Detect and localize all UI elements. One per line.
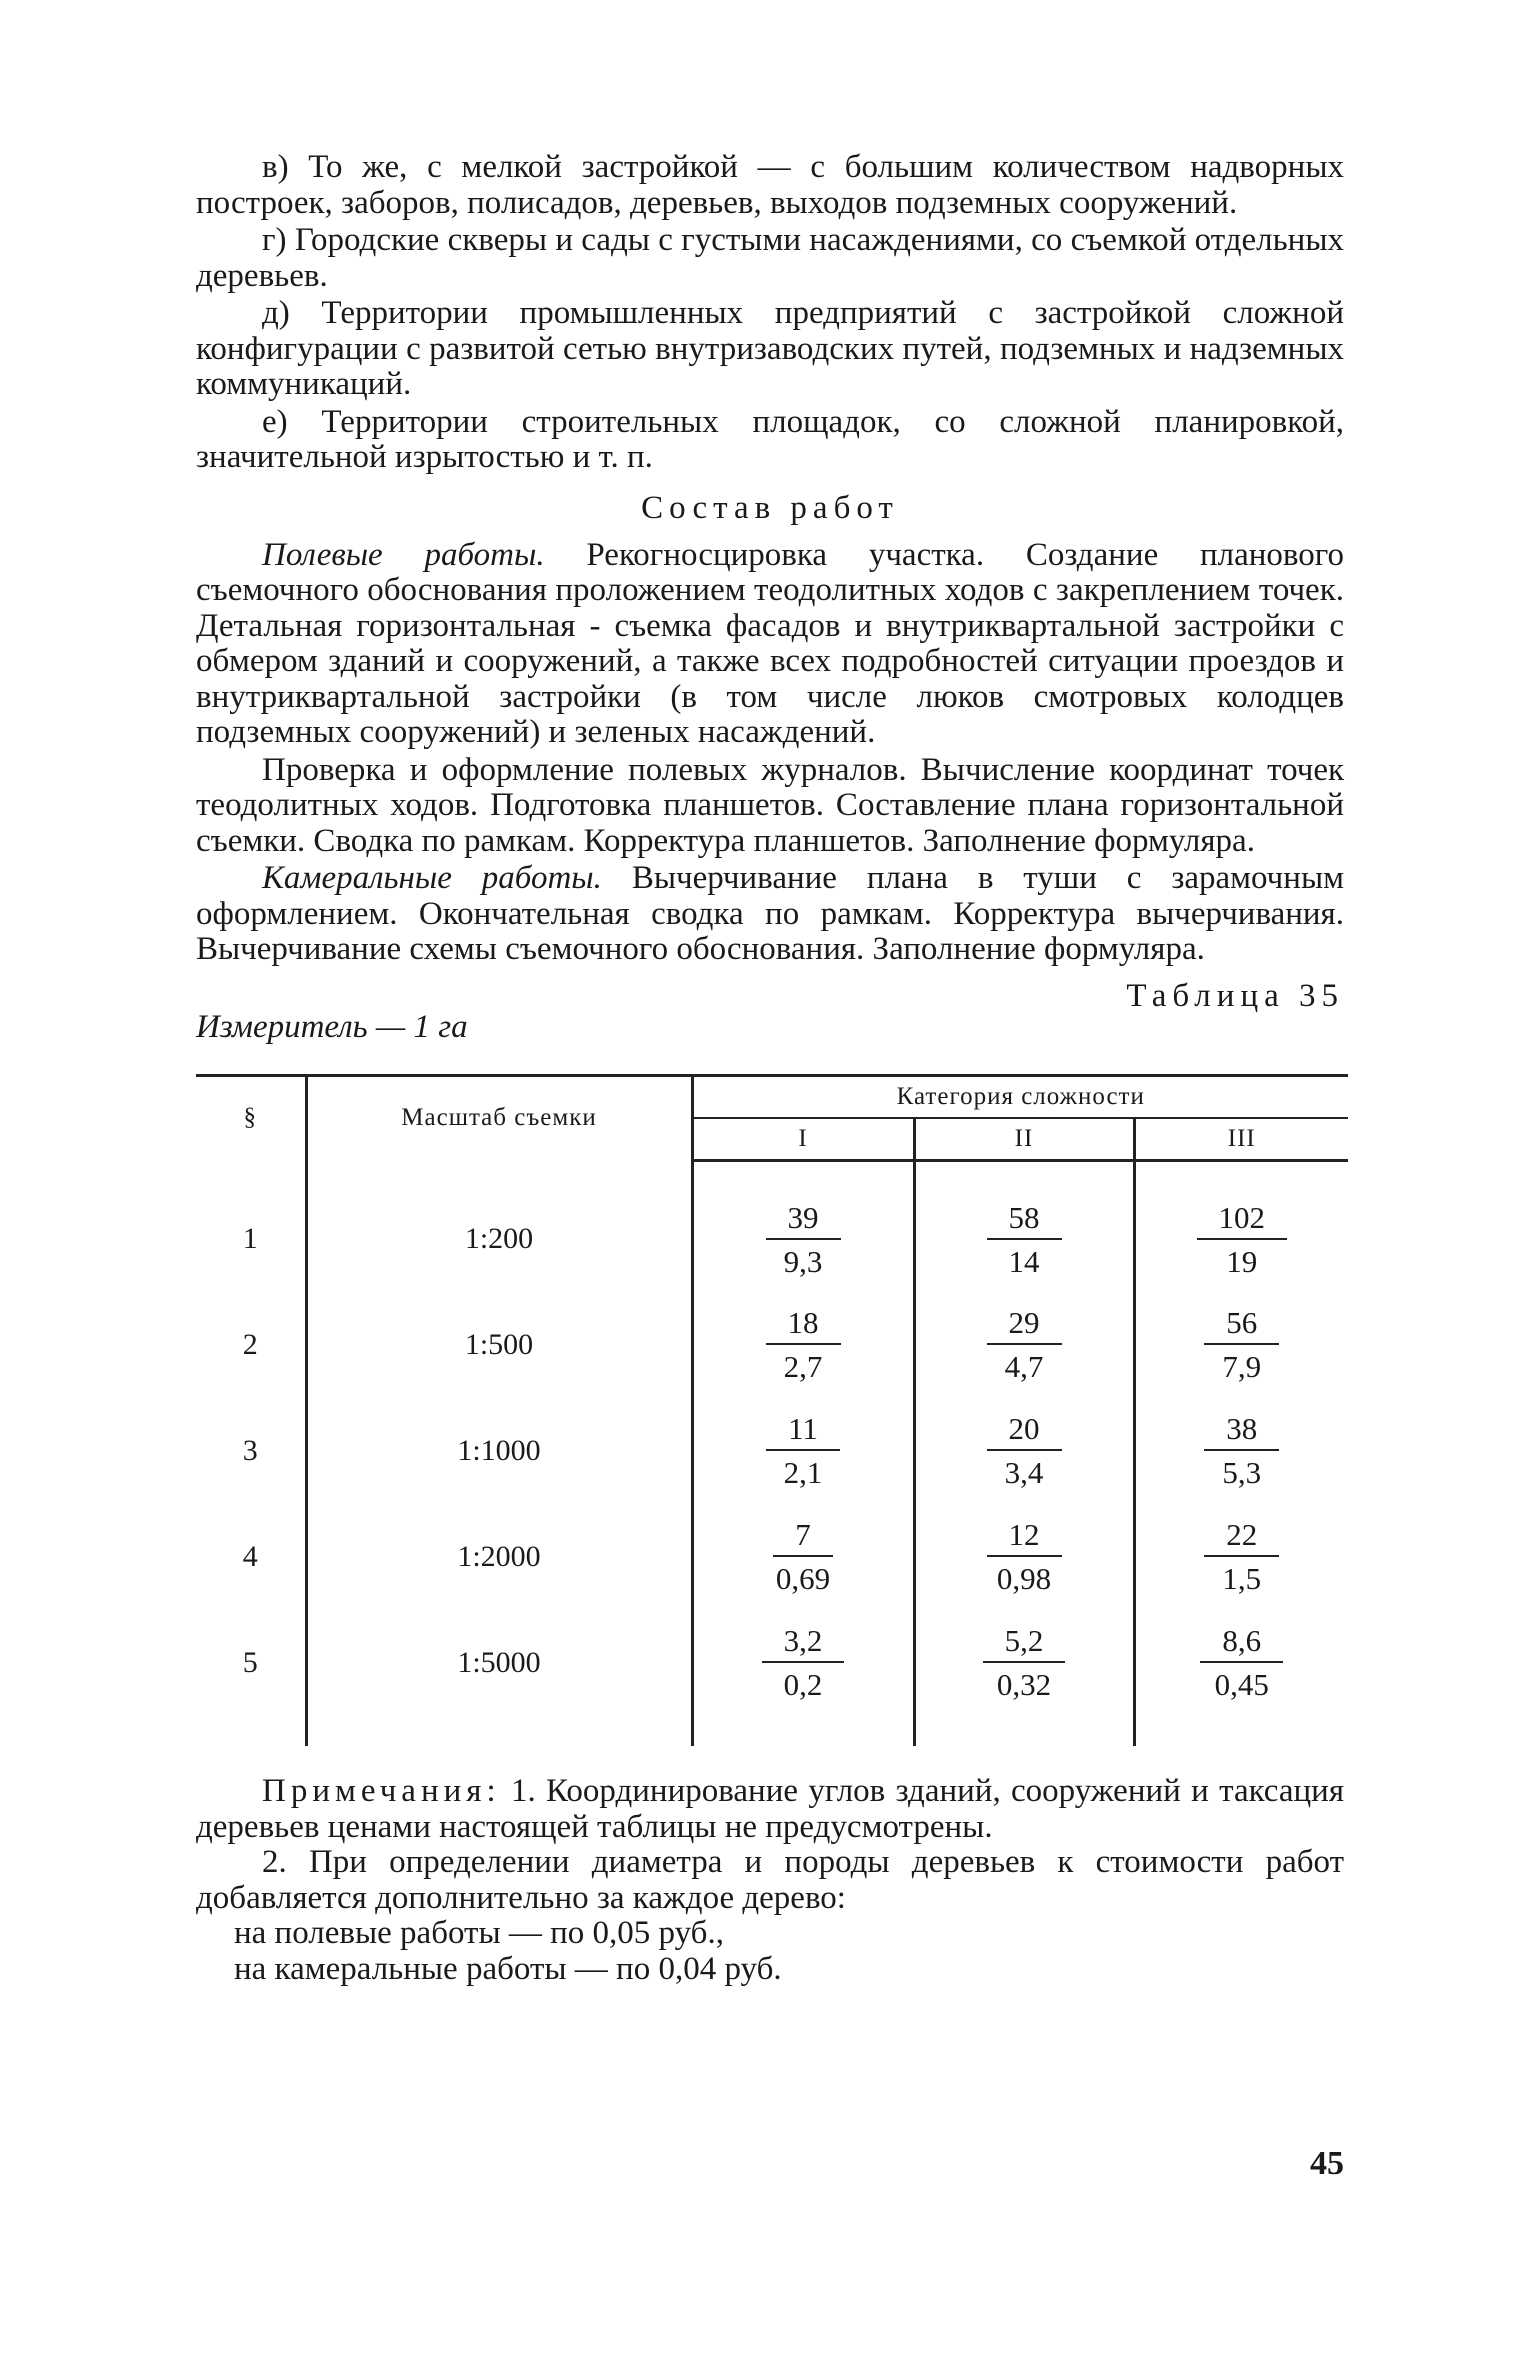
note-line-office: на камеральные работы — по 0,04 руб. [234,1950,782,1987]
cell-cat-1 [692,1504,914,1610]
row-number: 5 [242,1646,258,1679]
cell-cat-3 [1134,1398,1348,1504]
cell-cat-3 [1134,1610,1348,1746]
table-row [196,1610,1348,1746]
table-label: Таблица 35 [1126,977,1344,1014]
paragraph-g: г) Городские скверы и сады с густыми насаждениями, со съемкой отдельных деревьев. [196,222,1344,294]
fraction-office: 4,7 [1004,1349,1044,1384]
cell-cat-1 [692,1160,914,1292]
fraction-office: 0,2 [783,1667,823,1702]
row-scale: 1:500 [306,1292,692,1398]
fraction [1204,1517,1279,1597]
measurer: Измеритель — 1 га [196,1008,468,1045]
fraction-office: 19 [1226,1243,1258,1279]
header-category: Категория сложности [692,1075,1348,1118]
fraction [773,1517,833,1597]
fraction [762,1623,845,1703]
header-section: § [196,1075,306,1160]
paragraph-e: е) Территории строительных площадок, со сложной планировкой, значительной изрытостью и т. п. [196,403,1344,475]
row-scale: 1:2000 [306,1504,692,1610]
cell-cat-1 [692,1610,914,1746]
row-number: 3 [242,1434,258,1467]
table-row [196,1292,1348,1398]
fraction-field: 58 [987,1200,1062,1240]
fraction-office: 14 [1008,1243,1040,1279]
fraction-field: 12 [987,1517,1062,1557]
row-number: 4 [242,1540,258,1573]
cell-cat-2 [914,1610,1134,1746]
cell-cat-3 [1134,1504,1348,1610]
fraction-field: 38 [1204,1411,1279,1451]
fraction-office: 2,1 [783,1455,823,1490]
fraction [766,1305,841,1385]
check-paragraph: Проверка и оформление полевых журналов. Вычисление координат точек теодолитных ходов. Подготовка планшетов. Составление плана горизонтальной съемки. Сводка по рамкам. Корректура планшетов. Заполнение формуляра. [196,751,1344,859]
section-heading: Состав работ [641,489,899,526]
header-cat-1: I [692,1118,914,1161]
paragraph-d: д) Территории промышленных предприятий с застройкой сложной конфигурации с развитой сетью внутризаводских путей, подземных и надземных коммуникаций. [196,295,1344,402]
field-works-paragraph [196,538,1344,751]
fraction-field: 18 [766,1305,841,1345]
fraction-field: 5,2 [983,1623,1066,1663]
page-number: 45 [1310,2145,1344,2182]
row-scale: 1:1000 [306,1398,692,1504]
office-works-lead: Камеральные работы. [262,860,602,896]
fraction [987,1305,1062,1385]
note-line-field: на полевые работы — по 0,05 руб., [234,1915,724,1951]
fraction-office: 1,5 [1222,1561,1262,1596]
fraction-office: 0,98 [996,1561,1052,1596]
fraction-office: 0,69 [775,1561,831,1596]
fraction-office: 3,4 [1004,1455,1044,1490]
field-works-text: Рекогносцировка участка. Создание планового съемочного обоснования проложением теодолитных ходов с закреплением точек. Детальная горизонтальная - съемка фасадов и внутриквартальной застройки с обмером зданий и сооружений, а также всех подробностей ситуации проездов и внутриквартальной застройки (в том числе люков смотровых колодцев подземных сооружений) и зеленых насаждений. [196,536,1345,750]
fraction-field: 39 [766,1200,841,1240]
note-2: 2. При определении диаметра и породы деревьев к стоимости работ добавляется дополнительно за каждое дерево: [196,1844,1344,1916]
table-row [196,1398,1348,1504]
cell-cat-2 [914,1292,1134,1398]
cell-cat-2 [914,1160,1134,1292]
row-scale: 1:200 [306,1160,692,1292]
cell-cat-2 [914,1504,1134,1610]
paragraph-v: в) То же, с мелкой застройкой — с большим количеством надворных построек, заборов, полисадов, деревьев, выходов подземных сооружений. [196,149,1344,221]
cell-cat-1 [692,1398,914,1504]
field-works-lead: Полевые работы. [262,536,545,573]
fraction [1204,1305,1279,1385]
rates-table [196,1074,1348,1747]
cell-cat-1 [692,1292,914,1398]
office-works-paragraph [196,861,1344,968]
row-scale: 1:5000 [306,1610,692,1746]
fraction [766,1411,840,1491]
fraction-field: 8,6 [1200,1623,1283,1663]
office-works-text: Вычерчивание плана в туши с зарамочным оформлением. Окончательная сводка по рамкам. Корректура вычерчивания. Вычерчивание схемы съемочного обоснования. Заполнение формуляра. [196,860,1344,967]
cell-cat-2 [914,1398,1134,1504]
fraction [987,1200,1062,1280]
header-scale: Масштаб съемки [306,1075,692,1160]
fraction [1200,1623,1283,1703]
fraction-office: 9,3 [783,1243,823,1279]
fraction-field: 20 [987,1411,1062,1451]
fraction-field: 102 [1197,1200,1288,1240]
fraction [1204,1411,1279,1491]
fraction [1197,1200,1288,1280]
row-number: 2 [242,1328,258,1361]
fraction [766,1200,841,1280]
fraction-field: 7 [773,1517,833,1557]
cell-cat-3 [1134,1292,1348,1398]
fraction [983,1623,1066,1703]
header-cat-3: III [1134,1118,1348,1161]
table-row [196,1160,1348,1292]
fraction-field: 3,2 [762,1623,845,1663]
notes-block [196,1774,1344,1987]
note-1-text: 1. Координирование углов зданий, сооружений и таксация деревьев ценами настоящей таблицы не предусмотрены. [196,1773,1345,1845]
note-1 [196,1774,1344,1845]
row-number: 1 [242,1222,258,1255]
fraction-office: 2,7 [783,1349,823,1384]
fraction-field: 29 [987,1305,1062,1345]
fraction [987,1517,1062,1597]
fraction-field: 56 [1204,1305,1279,1345]
fraction-office: 0,45 [1214,1667,1269,1702]
fraction-office: 7,9 [1222,1349,1262,1384]
fraction [987,1411,1062,1491]
fraction-office: 0,32 [996,1667,1052,1702]
fraction-field: 22 [1204,1517,1279,1557]
header-cat-2: II [914,1118,1134,1161]
notes-label: Примечания: [262,1773,501,1809]
cell-cat-3 [1134,1160,1348,1292]
fraction-field: 11 [766,1411,840,1451]
table-row [196,1504,1348,1610]
fraction-office: 5,3 [1222,1455,1262,1490]
document-page [196,150,1344,1987]
